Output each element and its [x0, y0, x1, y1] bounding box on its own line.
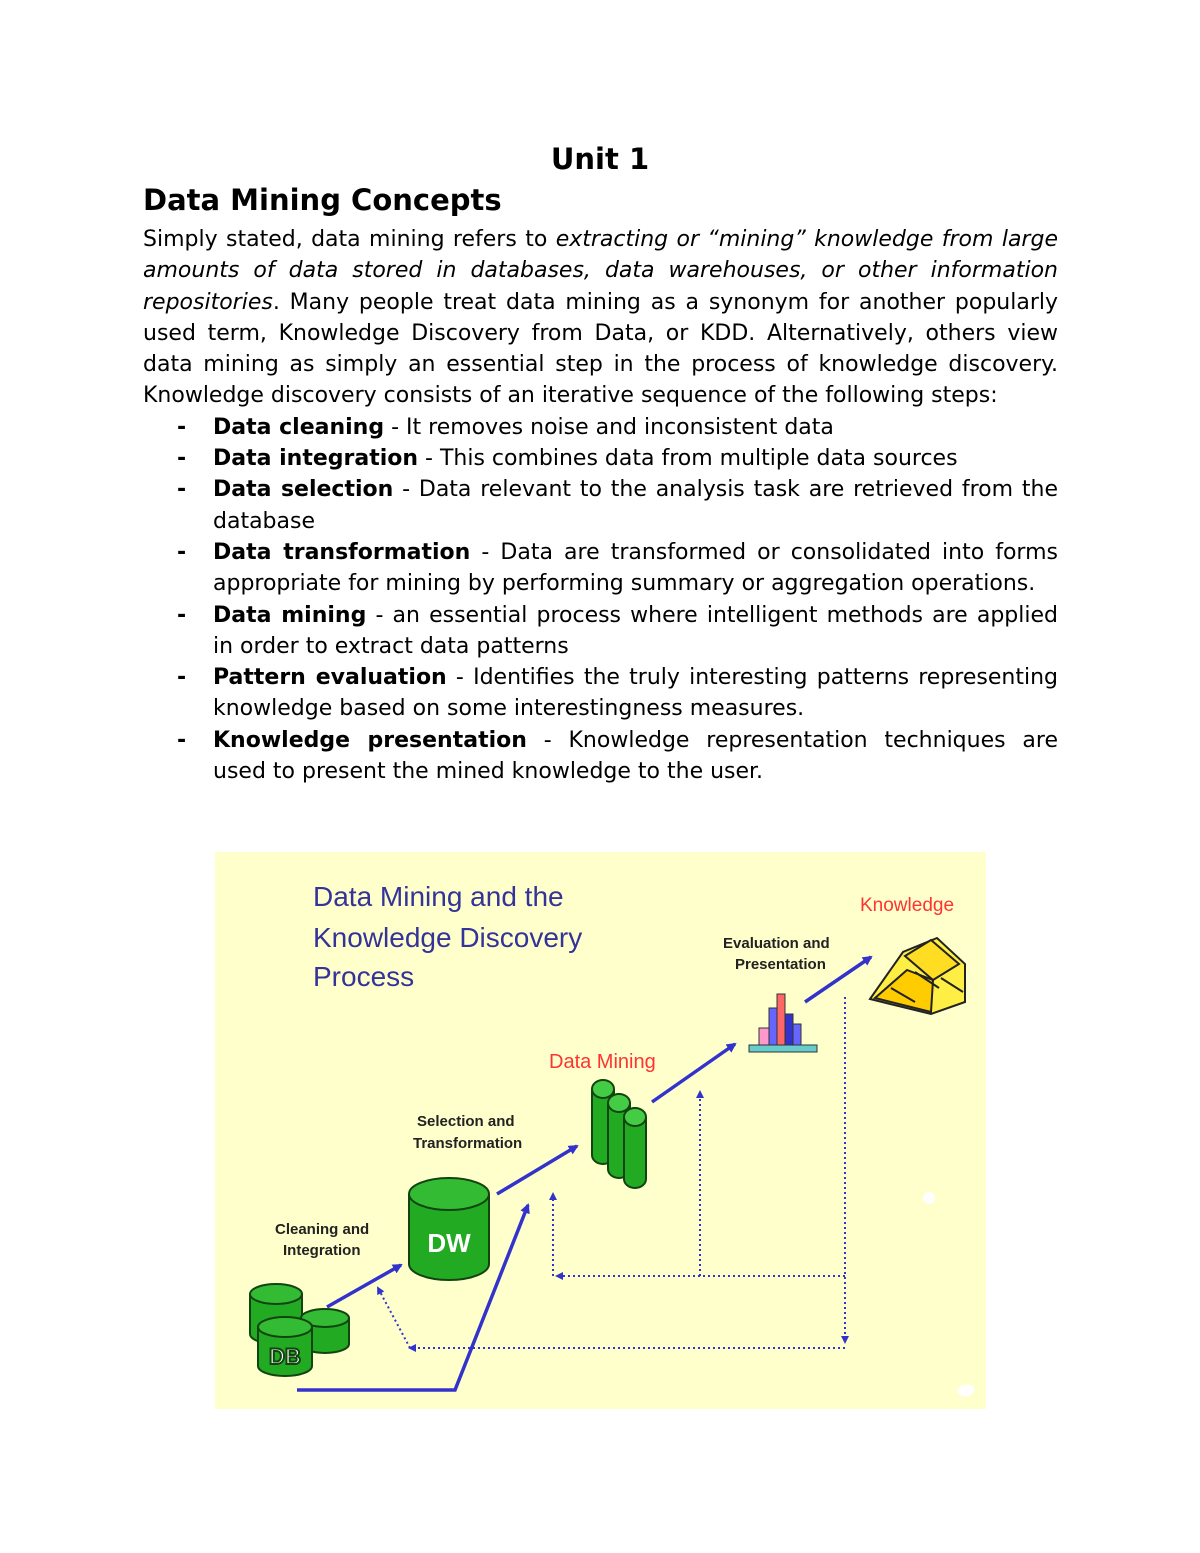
selection-label: Selection and: [417, 1113, 515, 1130]
intro-emphasis: extracting or “mining” knowledge from large amounts of data stored in databases, data warehouses, or other information repositories: [143, 227, 1058, 315]
db-label: DB: [269, 1344, 301, 1369]
intro-lead: Simply stated, data mining refers to: [143, 227, 556, 252]
step-description: - Data relevant to the analysis task are retrieved from the database: [213, 477, 1058, 534]
diagram-title-line: Data Mining and the: [313, 881, 564, 912]
step-description: - an essential process where intelligent methods are applied in order to extract data patterns: [213, 602, 1058, 659]
dw-label: DW: [427, 1228, 471, 1258]
knowledge-label: Knowledge: [860, 895, 955, 916]
selection-label: Transformation: [413, 1135, 523, 1152]
list-item: [143, 443, 1058, 474]
list-item: [143, 725, 1058, 788]
intro-paragraph: [143, 224, 1058, 412]
kdd-steps-list: [143, 412, 1058, 788]
step-term: Pattern evaluation: [213, 665, 447, 691]
bullet: -: [177, 727, 187, 753]
diagram-title-line: Process: [313, 961, 415, 992]
step-term: Data mining: [213, 602, 367, 628]
step-term: Data selection: [213, 477, 394, 503]
step-description: - Identifies the truly interesting patterns representing knowledge based on some interestingness measures.: [213, 665, 1058, 722]
decor-dot: [923, 1192, 935, 1204]
list-item: [143, 537, 1058, 600]
list-item: [143, 412, 1058, 443]
cleaning-label: Cleaning and: [275, 1221, 370, 1238]
step-description: - This combines data from multiple data sources: [418, 446, 958, 472]
section-title: Data Mining Concepts: [143, 183, 502, 217]
bullet: -: [177, 539, 187, 565]
unit-title: Unit 1: [550, 142, 650, 176]
step-description: - Knowledge representation techniques are used to present the mined knowledge to the user.: [213, 727, 1058, 785]
diagram-title-line: Knowledge Discovery: [313, 922, 583, 953]
intro-rest: . Many people treat data mining as a synonym for another popularly used term, Knowledge Discovery from Data, or KDD. Alternatively, others view data mining as simply an essential step in the process of knowledge discovery. Knowledge discovery consists of an iterative sequence of the following steps:: [143, 289, 1058, 409]
step-term: Data transformation: [213, 539, 471, 565]
bullet: -: [177, 414, 187, 440]
list-item: [143, 662, 1058, 725]
data-mining-label: Data Mining: [549, 1051, 656, 1073]
step-term: Data integration: [213, 446, 419, 472]
list-item: [143, 474, 1058, 537]
bullet: -: [177, 446, 187, 472]
cleaning-label: Integration: [283, 1242, 361, 1259]
evaluation-label: Presentation: [735, 956, 826, 973]
step-term: Data cleaning: [213, 414, 385, 440]
kdd-process-diagram: [215, 852, 986, 1409]
step-description: - It removes noise and inconsistent data: [384, 414, 834, 440]
bullet: -: [177, 665, 187, 691]
bullet: -: [177, 477, 187, 503]
evaluation-label: Evaluation and: [723, 935, 830, 952]
document-body: [143, 224, 1058, 787]
list-item: [143, 600, 1058, 663]
step-description: - Data are transformed or consolidated into forms appropriate for mining by performing summary or aggregation operations.: [213, 539, 1058, 597]
data-warehouse-icon: [409, 1178, 489, 1280]
step-term: Knowledge presentation: [213, 727, 527, 753]
kdd-diagram-svg: [215, 852, 986, 1409]
bullet: -: [177, 602, 187, 628]
